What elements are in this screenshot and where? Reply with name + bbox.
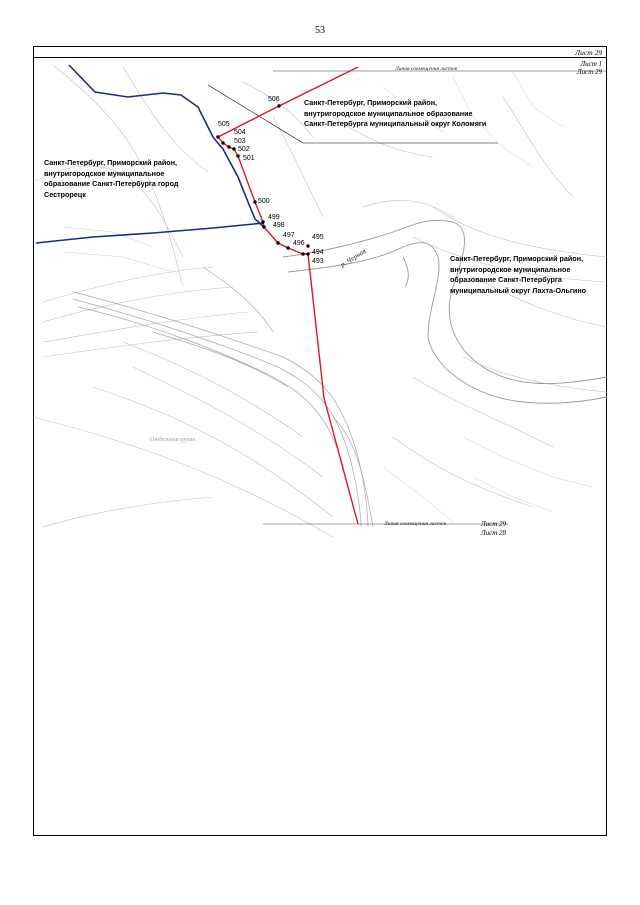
boundary-point-markers bbox=[216, 104, 309, 255]
boundary-point-494 bbox=[301, 252, 304, 255]
top-alignment-label: Линия совмещения листов bbox=[395, 66, 458, 72]
topo-background bbox=[33, 65, 607, 537]
municipality-label-sestroretsk bbox=[44, 158, 178, 200]
bottom-sheet-ref-1: Лист 29 bbox=[480, 520, 506, 528]
point-label-498: 498 bbox=[273, 222, 285, 229]
top-sheet-ref-1: Лист 1 bbox=[580, 60, 602, 68]
lakhta-line-3: образование Санкт-Петербурга bbox=[450, 275, 562, 284]
point-label-497: 497 bbox=[283, 232, 295, 239]
boundary-point-501 bbox=[236, 154, 239, 157]
point-label-500: 500 bbox=[258, 198, 270, 205]
sestroretsk-line-1: Санкт-Петербург, Приморский район, bbox=[44, 158, 178, 167]
boundary-point-493 bbox=[306, 252, 309, 255]
municipality-label-kolomyagi bbox=[304, 98, 486, 130]
boundary-point-499 bbox=[261, 220, 264, 223]
boundary-point-495 bbox=[306, 244, 309, 247]
sestroretsk-line-3: образование Санкт-Петербурга город bbox=[44, 179, 179, 188]
sestroretsk-line-4: Сестрорецк bbox=[44, 189, 86, 199]
point-label-503: 503 bbox=[234, 138, 246, 145]
kolomyagi-line-1: Санкт-Петербург, Приморский район, bbox=[304, 98, 438, 107]
point-label-495: 495 bbox=[312, 234, 324, 241]
river-label: р. Черная bbox=[339, 247, 368, 269]
blue-boundary-west bbox=[36, 223, 264, 243]
top-sheet-ref-2: Лист 29 bbox=[576, 68, 602, 76]
boundary-point-497 bbox=[276, 241, 279, 244]
municipality-label-lakhta bbox=[450, 254, 586, 296]
sheet-title: Лист 29 bbox=[575, 48, 602, 57]
bottom-sheet-ref-2: Лист 28 bbox=[480, 529, 506, 537]
kolomyagi-line-2: внутригородское муниципальное образование bbox=[304, 108, 473, 118]
lakhta-line-4: муниципальный округ Лахта-Ольгино bbox=[450, 285, 587, 295]
boundary-point-506 bbox=[277, 104, 280, 107]
point-label-494: 494 bbox=[312, 249, 324, 256]
point-label-505: 505 bbox=[218, 121, 230, 128]
boundary-point-498 bbox=[262, 225, 265, 228]
point-label-504: 504 bbox=[234, 129, 246, 136]
boundary-point-505 bbox=[216, 135, 219, 138]
lakhta-line-2: внутригородское муниципальное bbox=[450, 264, 571, 274]
boundary-point-503 bbox=[227, 145, 230, 148]
page-number: 53 bbox=[315, 25, 325, 36]
bottom-alignment-label: Линия совмещения листов bbox=[384, 521, 447, 527]
river-banks bbox=[283, 220, 607, 403]
kolomyagi-line-3: Санкт-Петербурга муниципальный округ Коломяги bbox=[304, 119, 487, 128]
boundary-point-496 bbox=[286, 246, 289, 249]
lakhta-line-1: Санкт-Петербург, Приморский район, bbox=[450, 254, 584, 263]
blue-boundary-north bbox=[69, 65, 264, 227]
sestroretsk-line-2: внутригородское муниципальное bbox=[44, 168, 165, 178]
ground-label: Отдельная грунт bbox=[150, 437, 196, 443]
point-label-499: 499 bbox=[268, 214, 280, 221]
boundary-point-500 bbox=[253, 200, 256, 203]
point-label-493: 493 bbox=[312, 258, 324, 265]
parcel-lines bbox=[63, 72, 593, 522]
boundary-point-502 bbox=[232, 147, 235, 150]
point-label-506: 506 bbox=[268, 96, 280, 103]
point-label-501: 501 bbox=[243, 155, 255, 162]
roads bbox=[73, 267, 373, 527]
point-label-496: 496 bbox=[293, 240, 305, 247]
boundary-point-504 bbox=[221, 141, 224, 144]
point-label-502: 502 bbox=[238, 146, 250, 153]
